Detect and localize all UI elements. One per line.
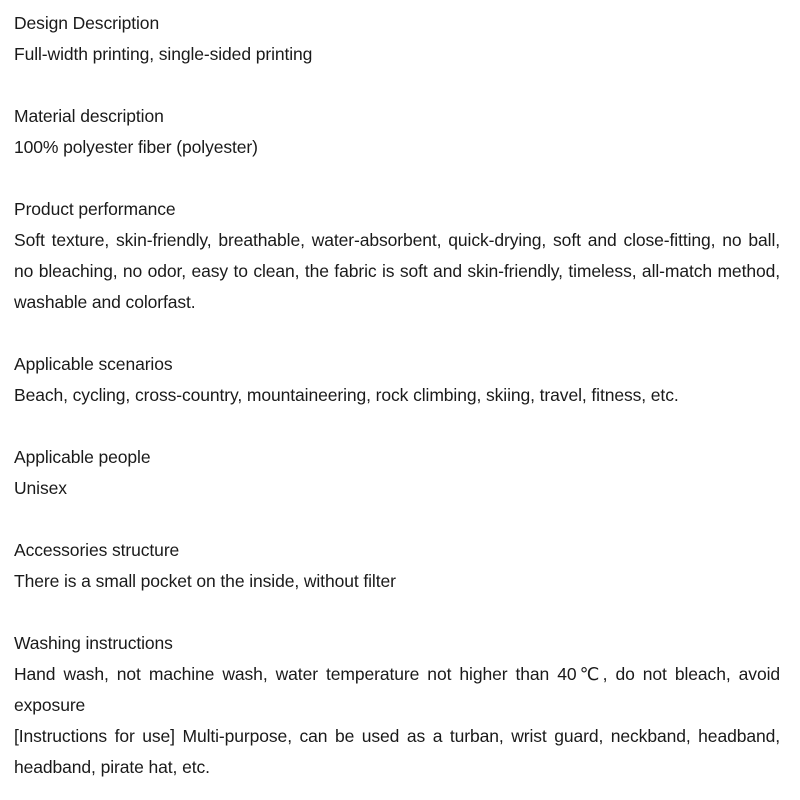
applicable-people-heading: Applicable people — [14, 447, 151, 467]
washing-instructions-heading: Washing instructions — [14, 633, 173, 653]
applicable-people-text: Unisex — [14, 478, 67, 498]
applicable-scenarios-heading: Applicable scenarios — [14, 354, 173, 374]
product-performance-text: Soft texture, skin-friendly, breathable, water-absorbent, quick-drying, soft and close-fitting, no ball, no bleaching, no odor, easy to clean, the fabric is soft and skin-friendly, timeless, all-match method, washable and colorfast. — [14, 230, 780, 312]
design-description-heading: Design Description — [14, 13, 160, 33]
material-description-heading: Material description — [14, 106, 164, 126]
product-description-document — [14, 8, 780, 783]
material-description-section — [14, 101, 780, 163]
applicable-scenarios-text: Beach, cycling, cross-country, mountaineering, rock climbing, skiing, travel, fitness, etc. — [14, 385, 679, 405]
accessories-structure-section — [14, 535, 780, 597]
washing-instructions-section — [14, 628, 780, 783]
product-performance-section — [14, 194, 780, 318]
applicable-scenarios-section — [14, 349, 780, 411]
washing-instructions-text: Hand wash, not machine wash, water temperature not higher than 40℃, do not bleach, avoid exposure — [14, 664, 780, 715]
material-description-text: 100% polyester fiber (polyester) — [14, 137, 258, 157]
accessories-structure-text: There is a small pocket on the inside, without filter — [14, 571, 396, 591]
product-performance-heading: Product performance — [14, 199, 176, 219]
instructions-for-use-text: [Instructions for use] Multi-purpose, can be used as a turban, wrist guard, neckband, headband, headband, pirate hat, etc. — [14, 726, 780, 777]
applicable-people-section — [14, 442, 780, 504]
design-description-section — [14, 8, 780, 70]
design-description-text: Full-width printing, single-sided printing — [14, 44, 313, 64]
accessories-structure-heading: Accessories structure — [14, 540, 180, 560]
